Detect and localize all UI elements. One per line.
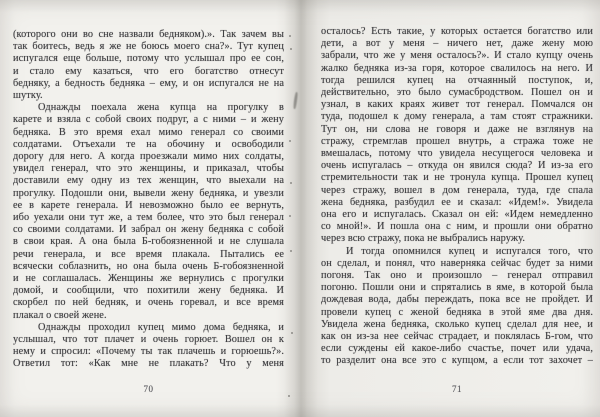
paragraph [321, 246, 593, 368]
text-line: действительно, это было сумасбродством. Пошел он и [321, 87, 593, 99]
text-line: стражу, стремглав прошел внутрь, а стража тоже не [321, 135, 593, 147]
scan-speck [289, 215, 291, 217]
gutter-shadow [284, 0, 318, 417]
scan-speck [290, 182, 292, 184]
scan-speck [291, 332, 293, 334]
text-line: Однажды поехала жена купца на прогулку в [38, 102, 284, 114]
text-line: плакал о своей жене. [13, 309, 107, 321]
text-line: жалко бедняка из-за горя, которое свалилось на него. И [321, 62, 593, 74]
paragraph [13, 322, 284, 371]
text-line: дети, а вот у меня – ничего нет, даже жену мою [321, 38, 593, 50]
text-line: карете и взяла с собой своих подруг, а с ними – и жену [13, 114, 284, 126]
text-line: в свои края. А она была Б-гобоязненной и не слушала [13, 236, 284, 248]
text-line: шутку. [13, 90, 43, 102]
text-line: Ответил тот: «Как мне не плакать? Что у меня [13, 358, 284, 370]
page-number-right: 71 [452, 384, 462, 394]
text-line: бедняка. В это время ехал мимо генерал со своими [13, 126, 284, 138]
text-line: речи генерала, и все время плакала. Пытались ее [13, 248, 284, 260]
text-line: дождевая вода, дабы переждать, пока все не пройдет. И [321, 294, 593, 306]
text-line: Однажды проходил купец мимо дома бедняка, и [38, 321, 284, 333]
text-line: очень испугалась – откуда он явился сюда? И из-за его [321, 160, 593, 172]
scan-speck [290, 250, 292, 252]
text-line: дорогу для него. А когда проезжали мимо них солдаты, [13, 151, 284, 163]
text-line: он сделал, и понял, что наверняка сейчас будет за ними [321, 257, 593, 269]
page-number-left: 70 [143, 384, 154, 394]
text-line: через всю стражу, пока не выбрались наружу. [321, 233, 526, 245]
text-line: со мной!». И пошла она с ним, и прошли они обратно [321, 221, 593, 233]
text-line: провели купец с женой бедняка в этой яме два дня. [321, 306, 593, 318]
text-line: через стражу, вошел в дом генерала, туда, где спала [321, 184, 593, 196]
text-line: стремительности так и не тронула купца. Прошел купец [321, 172, 593, 184]
paragraph [13, 29, 284, 102]
text-line: жена бедняка, разбудил ее и сказал: «Идем!». Увидела [321, 196, 593, 208]
scan-speck [288, 395, 290, 397]
text-line: услышал, что тот плачет и очень горюет. Вошел он к [13, 334, 284, 346]
text-line: домой, и сообщили, что похитили жену бедняка. И [13, 285, 284, 297]
text-line: испугался еще больше, потому что услышал про ее сон, [13, 53, 284, 65]
text-line: погоня. Так оно и произошло – генерал отправил [321, 270, 593, 282]
text-line: она его и испугалась. Сказал он ей: «Идем немедленно [321, 209, 593, 221]
text-line: узнал, в каких краях живет тот генерал. Помчался он [321, 99, 593, 111]
text-line: со своими солдатами. И забрал он жену бедняка с собой [13, 224, 284, 236]
text-line: скорбел по ней бедняк, и очень горевал, и все время [13, 297, 284, 309]
paragraph [321, 26, 593, 246]
text-line: и не соглашалась. Женщины же вернулись с прогулки [13, 273, 284, 285]
text-line: туда, подошел к дому генерала, а там стоят стражники. [321, 111, 593, 123]
page-right-text [321, 26, 593, 368]
text-line: бедняку, а бедность бедняка – ему, и он испугался не на [13, 77, 284, 89]
text-line: вмешалась, потому что увидела несущегося человека и [321, 148, 593, 160]
page-left-text [13, 29, 284, 371]
text-line: нему и спросил: «Почему ты так плачешь и горюешь?». [13, 346, 284, 358]
scan-artifact [293, 92, 298, 109]
text-line: доставили ему одну из тех женщин, что выехали на [13, 175, 284, 187]
text-line: увидел генерал, что это женщины, и приказал, чтобы [13, 163, 284, 175]
text-line: прогулку. Подошли они, вывели жену бедняка, и увезли [13, 187, 284, 199]
text-line: ее в карете генерала. И невозможно было ее вернуть, [13, 199, 284, 211]
text-line: всячески соблазнить, но она была очень Б-гобоязненной [13, 260, 284, 272]
scan-speck [289, 140, 291, 142]
scan-speck [290, 48, 292, 50]
text-line: тогда решился купец на отчаянный поступок, и, [321, 74, 593, 86]
text-line: так боитесь, ведь я же не боюсь моего сна?». Тут купец [13, 41, 284, 53]
text-line: Увидела жена бедняка, сколько купец сделал для нее, и [321, 318, 593, 330]
text-line: забрали, что же у меня осталось?». И стало купцу очень [321, 50, 593, 62]
text-line: то разделит она все это с купцом, а если тот захочет – [321, 355, 593, 367]
text-line: ибо уехали они тут же, а тем более, что это был генерал [13, 212, 284, 224]
text-line: если суждены ей какое-либо счастье, почет или удача, [321, 343, 593, 355]
text-line: как он из-за нее сейчас страдает, и поклялась Б-гом, что [321, 331, 593, 343]
scan-speck [289, 35, 291, 37]
text-line: погоню. Пошли они и спрятались в яме, в которой была [321, 282, 593, 294]
text-line: и стало ему казаться, что его богатство отнесут [13, 65, 284, 77]
paragraph [13, 102, 284, 322]
text-line: Тут он, ни слова не говоря и даже не взглянув на [321, 123, 593, 135]
text-line: (которого они во сне назвали бедняком).». Так зачем вы [13, 29, 284, 40]
text-line: осталось? Есть такие, у которых остается богатство или [321, 26, 593, 37]
text-line: солдатами. Отъехали те на обочину и освободили [13, 138, 284, 150]
text-line: И тогда опомнился купец и испугался того, что [346, 245, 593, 257]
